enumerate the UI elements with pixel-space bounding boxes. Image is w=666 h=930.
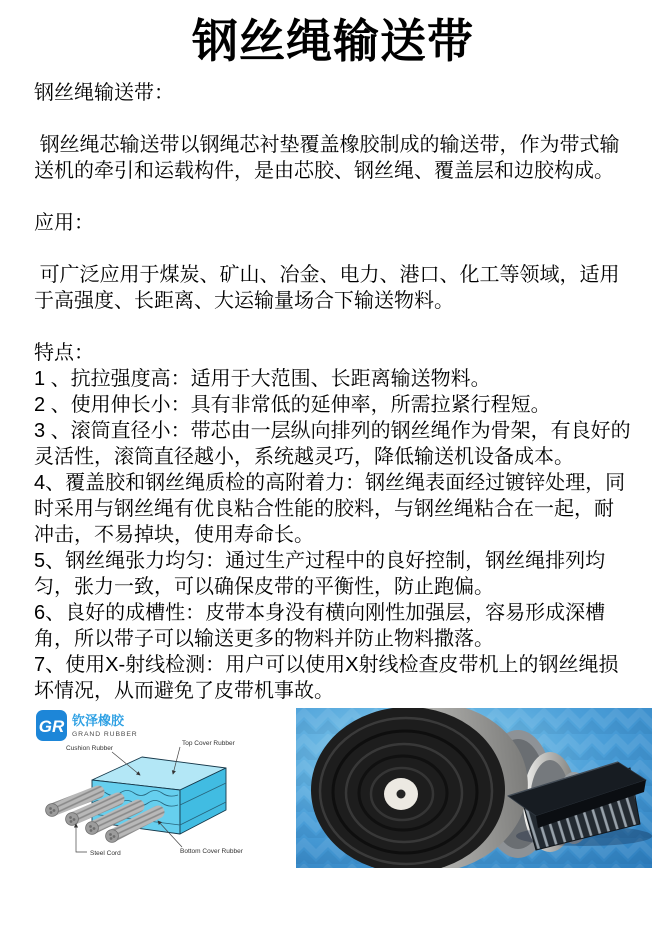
company-name-english: GRAND RUBBER — [72, 731, 138, 739]
roll-hub-hole — [397, 790, 406, 799]
feature-item: 3 、滚筒直径小：带芯由一层纵向排列的钢丝绳作为骨架，有良好的灵活性，滚筒直径越小，系统越灵巧，降低输送机设备成本。 — [34, 420, 631, 469]
spacer — [34, 184, 632, 210]
conveyor-belt-product-photo — [296, 708, 652, 868]
company-name-chinese: 钦泽橡胶 — [72, 713, 125, 729]
figure-row — [0, 708, 666, 870]
belt-cross-section-drawing — [46, 757, 226, 842]
feature-item: 4、覆盖胶和钢丝绳质检的高附着力：钢丝绳表面经过镀锌处理，同时采用与钢丝绳有优良粘合性能的胶料，与钢丝绳粘合在一起，耐冲击，不易掉块，使用寿命长。 — [34, 472, 626, 547]
feature-item: 6、良好的成槽性：皮带本身没有横向刚性加强层，容易形成深槽角，所以带子可以输送更多的物料并防止物料撒落。 — [34, 602, 606, 651]
top-cover-rubber-label: Top Cover Rubber — [182, 740, 235, 748]
feature-item: 2 、使用伸长小：具有非常低的延伸率，所需拉紧行程短。 — [34, 394, 551, 417]
document-body — [0, 80, 666, 704]
steel-cord-label: Steel Cord — [90, 850, 121, 858]
bottom-cover-rubber-label: Bottom Cover Rubber — [180, 848, 243, 856]
feature-item: 7、使用X-射线检测：用户可以使用X射线检查皮带机上的钢丝绳损坏情况，从而避免了皮带机事故。 — [34, 654, 619, 703]
application-paragraph: 可广泛应用于煤炭、矿山、冶金、电力、港口、化工等领域，适用于高强度、长距离、大运输量场合下输送物料。 — [34, 264, 620, 313]
page-title: 钢丝绳输送带 — [192, 15, 474, 67]
grand-rubber-logo — [36, 710, 138, 741]
features-heading: 特点： — [34, 342, 94, 365]
feature-item: 5、钢丝绳张力均匀：通过生产过程中的良好控制，钢丝绳排列均匀，张力一致，可以确保皮带的平衡性，防止跑偏。 — [34, 550, 606, 599]
feature-item: 1 、抗拉强度高：适用于大范围、长距离输送物料。 — [34, 368, 491, 391]
spacer — [34, 236, 632, 262]
intro-paragraph: 钢丝绳芯输送带以钢绳芯衬垫覆盖橡胶制成的输送带，作为带式输送机的牵引和运载构件，是由芯胶、钢丝绳、覆盖层和边胶构成。 — [34, 134, 620, 183]
logo-monogram: GR — [38, 717, 65, 737]
belt-structure-diagram-image — [30, 708, 260, 870]
spacer — [34, 314, 632, 340]
intro-heading: 钢丝绳输送带： — [34, 82, 174, 105]
spacer — [34, 106, 632, 132]
cushion-rubber-label: Cushion Rubber — [66, 745, 113, 753]
application-heading: 应用： — [34, 212, 94, 235]
